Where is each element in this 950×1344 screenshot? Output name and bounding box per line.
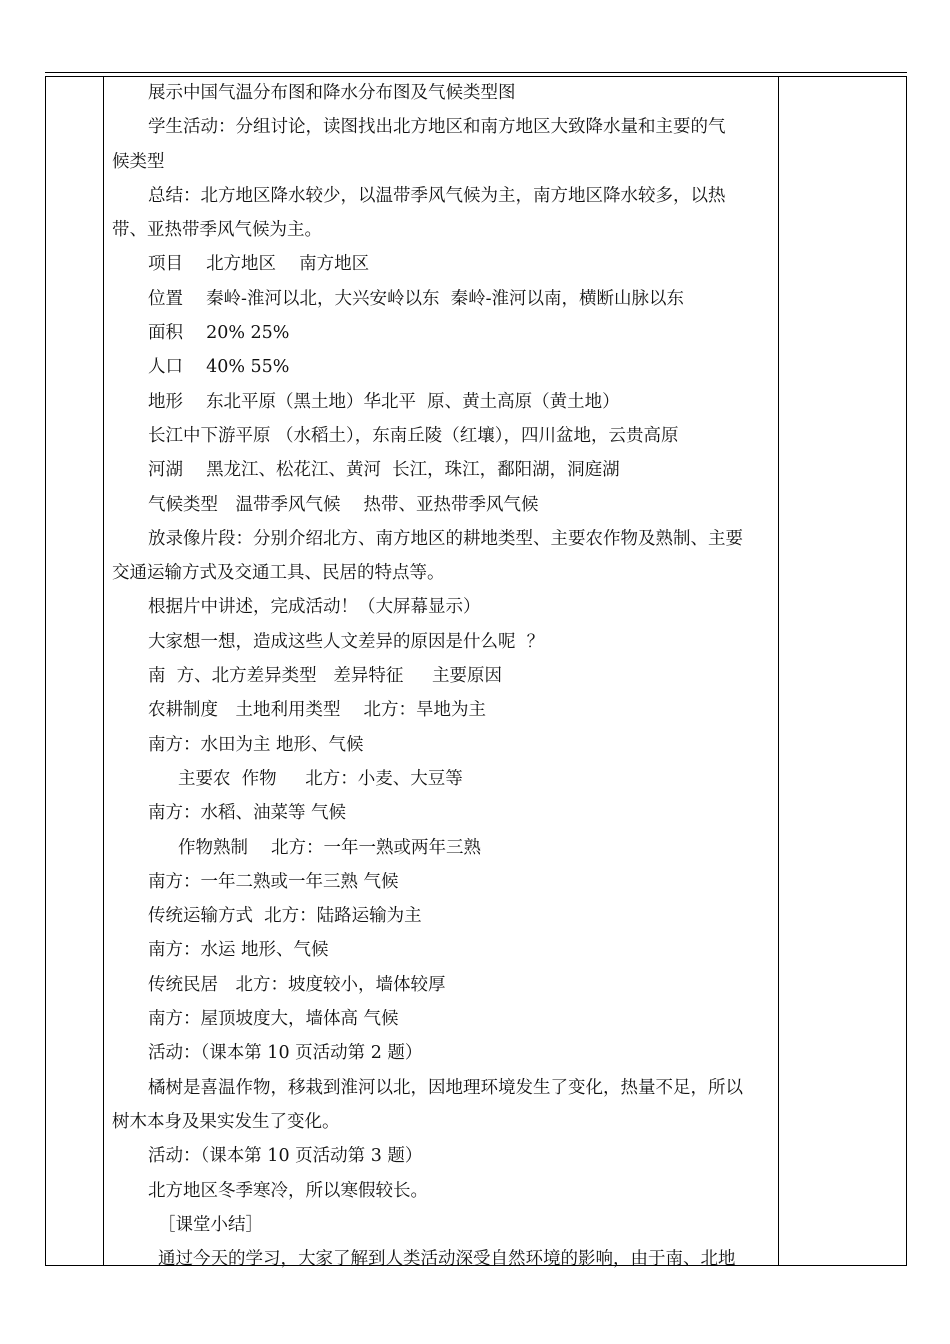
text-line: 项目 北方地区 南方地区 [148, 254, 370, 275]
text-line: 总结：北方地区降水较少，以温带季风气候为主，南方地区降水较多，以热 [148, 185, 726, 206]
text-line: 南方：水田为主 地形、气候 [148, 734, 364, 755]
text-line: 长江中下游平原 （水稻土），东南丘陵（红壤），四川盆地，云贵高原 [148, 425, 679, 446]
text-line: 河湖 黑龙江、松花江、黄河 长江，珠江，鄱阳湖，洞庭湖 [148, 460, 620, 481]
text-line: 农耕制度 土地利用类型 北方：旱地为主 [148, 700, 487, 721]
text-line: 地形 东北平原（黑土地）华北平 原、黄土高原（黄土地） [148, 391, 620, 412]
lesson-content-cell [112, 76, 772, 1276]
table-column-divider-1 [103, 76, 104, 1266]
text-line: 学生活动：分组讨论，读图找出北方地区和南方地区大致降水量和主要的气 [148, 117, 726, 138]
text-line: 橘树是喜温作物，移栽到淮河以北，因地理环境发生了变化，热量不足，所以 [148, 1077, 743, 1098]
text-line: 北方地区冬季寒冷，所以寒假较长。 [148, 1180, 428, 1201]
text-line: 根据片中讲述，完成活动！（大屏幕显示） [148, 597, 481, 618]
text-line: 活动：（课本第 10 页活动第 3 题） [148, 1146, 423, 1167]
text-line: 南方：水运 地形、气候 [148, 940, 329, 961]
text-line: 位置 秦岭-淮河以北，大兴安岭以东 秦岭-淮河以南，横断山脉以东 [148, 288, 685, 309]
text-line: 南方：水稻、油菜等 气候 [148, 803, 347, 824]
text-line: ［课堂小结］ [158, 1214, 263, 1235]
text-line: 带、亚热带季风气候为主。 [112, 220, 322, 241]
table-border-right [906, 76, 907, 1266]
text-line: 交通运输方式及交通工具、民居的特点等。 [112, 563, 445, 584]
text-line: 南方：一年二熟或一年三熟 气候 [148, 871, 399, 892]
text-line: 作物熟制 北方：一年一熟或两年三熟 [178, 837, 482, 858]
text-line: 人口 40% 55% [148, 357, 290, 378]
text-line: 通过今天的学习，大家了解到人类活动深受自然环境的影响，由于南、北地 [158, 1249, 736, 1270]
text-line: 活动：（课本第 10 页活动第 2 题） [148, 1043, 423, 1064]
text-line: 传统运输方式 北方：陆路运输为主 [148, 906, 422, 927]
text-line: 南 方、北方差异类型 差异特征 主要原因 [148, 666, 502, 687]
table-border-left [45, 76, 46, 1266]
text-line: 南方：屋顶坡度大，墙体高 气候 [148, 1009, 399, 1030]
table-column-divider-2 [778, 76, 779, 1266]
header-rule [45, 72, 907, 73]
text-line: 展示中国气温分布图和降水分布图及气候类型图 [148, 83, 516, 103]
text-line: 面积 20% 25% [148, 323, 290, 344]
text-line: 气候类型 温带季风气候 热带、亚热带季风气候 [148, 494, 539, 515]
text-line: 大家想一想，造成这些人文差异的原因是什么呢 ？ [148, 631, 545, 652]
text-line: 放录像片段：分别介绍北方、南方地区的耕地类型、主要农作物及熟制、主要 [148, 528, 743, 549]
text-line: 树木本身及果实发生了变化。 [112, 1111, 340, 1132]
text-line: 传统民居 北方：坡度较小，墙体较厚 [148, 974, 446, 995]
text-line: 候类型 [112, 151, 165, 172]
text-line: 主要农 作物 北方：小麦、大豆等 [178, 768, 463, 789]
